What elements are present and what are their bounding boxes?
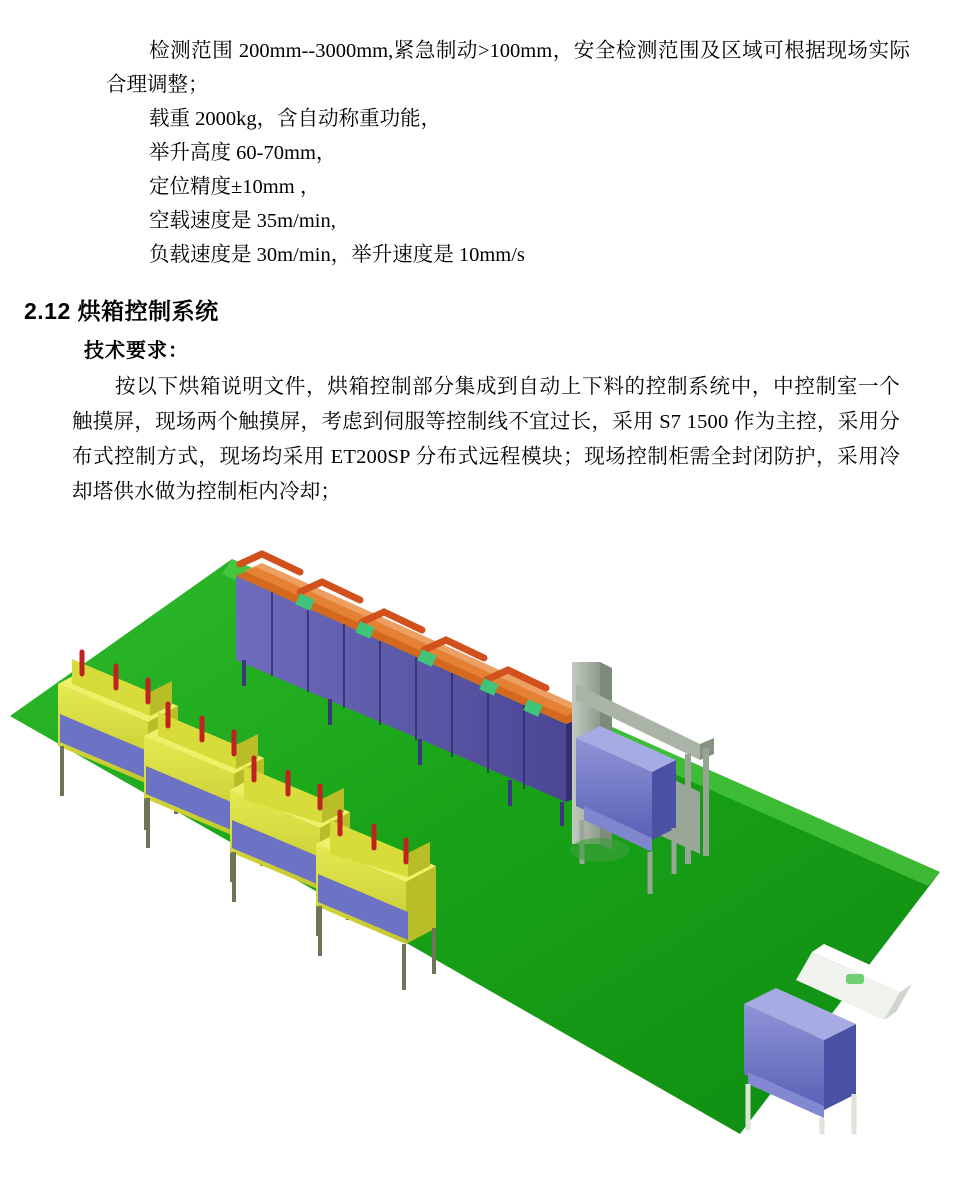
system-layout-figure [0,534,972,1134]
section-number: 2.12 [24,298,71,324]
requirement-body [24,370,910,510]
spec-line-load: 载重 2000kg，含自动称重功能， [149,108,442,130]
section-title: 烘箱控制系统 [77,298,219,324]
spec-line-positioning-accuracy: 定位精度±10mm ， [149,176,321,198]
section-heading [24,294,910,328]
figure-svg [0,534,972,1134]
spec-line-lift-height: 举升高度 60-70mm， [149,142,337,164]
front-blue-bin [744,988,856,1134]
spec-intro-paragraph: 检测范围 200mm--3000mm,紧急制动>100mm，安全检测范围及区域可根据现场实际合理调整； [106,40,910,96]
spec-line-loaded-speed: 负载速度是 30m/min，举升速度是 10mm/s [149,244,525,266]
requirement-paragraph: 按以下烘箱说明文件，烘箱控制部分集成到自动上下料的控制系统中，中控制室一个触摸屏，现场两个触摸屏，考虑到伺服等控制线不宜过长，采用 S7 1500 作为主控，采用分布式控制方式，现场均采用 ET200SP 分布式远程模块；现场控制柜需全封闭防护，采用冷却塔供水做为控制柜内冷却； [72,376,900,503]
requirement-label: 技术要求： [84,340,189,362]
spec-line-unloaded-speed: 空载速度是 35m/min, [149,210,336,232]
